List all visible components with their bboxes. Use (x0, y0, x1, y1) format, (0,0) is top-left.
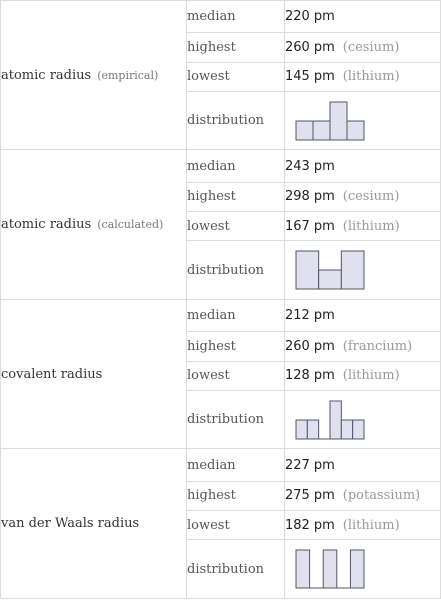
distribution-histogram (295, 400, 365, 440)
property-name: atomic radius (1, 217, 92, 233)
row-label-distribution: distribution (187, 540, 285, 599)
histogram-bar (341, 420, 352, 439)
element-name: (potassium) (342, 488, 421, 504)
element-name: (lithium) (342, 368, 400, 384)
row-label-distribution: distribution (187, 241, 285, 300)
property-name-cell (1, 299, 187, 448)
property-qualifier: (empirical) (97, 68, 159, 82)
row-label-distribution: distribution (187, 390, 285, 449)
median-value: 227 (285, 457, 310, 473)
property-name-cell (1, 150, 187, 299)
row-label-lowest: lowest (187, 361, 285, 390)
unit-label: pm (313, 308, 335, 324)
value-cell (285, 150, 441, 182)
unit-label: pm (313, 69, 335, 85)
element-name: (lithium) (342, 218, 400, 234)
value-cell (285, 33, 441, 62)
row-label-highest: highest (187, 481, 285, 510)
histogram-bar (307, 420, 318, 439)
row-label-lowest: lowest (187, 62, 285, 91)
value-cell (285, 1, 441, 33)
median-value: 220 (285, 9, 310, 25)
element-name: (francium) (342, 338, 413, 354)
row-label-highest: highest (187, 33, 285, 62)
property-name: covalent radius (1, 366, 103, 382)
property-name-cell (1, 1, 187, 150)
table-row (1, 299, 441, 331)
median-value: 243 (285, 158, 310, 174)
distribution-histogram (295, 549, 365, 589)
highest-value: 298 (285, 189, 310, 205)
element-name: (cesium) (342, 189, 400, 205)
value-cell (285, 212, 441, 241)
row-label-highest: highest (187, 332, 285, 361)
unit-label: pm (313, 517, 335, 533)
histogram-bar (350, 550, 364, 588)
property-name: atomic radius (1, 67, 92, 83)
lowest-value: 145 (285, 69, 310, 85)
histogram-bar (330, 401, 341, 439)
histogram-bar (296, 550, 310, 588)
unit-label: pm (313, 39, 335, 55)
histogram-bar (330, 102, 347, 140)
histogram-bar (347, 121, 364, 140)
distribution-cell (285, 540, 441, 599)
distribution-cell (285, 91, 441, 150)
unit-label: pm (313, 158, 335, 174)
unit-label: pm (313, 189, 335, 205)
distribution-cell (285, 241, 441, 300)
distribution-cell (285, 390, 441, 449)
table-row (1, 150, 441, 182)
row-label-lowest: lowest (187, 510, 285, 539)
unit-label: pm (313, 488, 335, 504)
histogram-bar (296, 251, 319, 289)
row-label-lowest: lowest (187, 212, 285, 241)
value-cell (285, 182, 441, 211)
table-row (1, 449, 441, 481)
row-label-highest: highest (187, 182, 285, 211)
histogram-bar (353, 420, 364, 439)
value-cell (285, 510, 441, 539)
lowest-value: 167 (285, 218, 310, 234)
row-label-median: median (187, 1, 285, 33)
value-cell (285, 361, 441, 390)
property-name-cell (1, 449, 187, 599)
value-cell (285, 481, 441, 510)
histogram-bar (323, 550, 337, 588)
property-qualifier: (calculated) (97, 218, 164, 232)
unit-label: pm (313, 218, 335, 234)
histogram-bar (296, 420, 307, 439)
histogram-bar (296, 121, 313, 140)
histogram-bar (313, 121, 330, 140)
row-label-distribution: distribution (187, 91, 285, 150)
unit-label: pm (313, 338, 335, 354)
distribution-histogram (295, 250, 365, 290)
highest-value: 260 (285, 338, 310, 354)
highest-value: 260 (285, 39, 310, 55)
element-name: (lithium) (342, 517, 400, 533)
value-cell (285, 299, 441, 331)
element-name: (lithium) (342, 69, 400, 85)
lowest-value: 182 (285, 517, 310, 533)
row-label-median: median (187, 299, 285, 331)
lowest-value: 128 (285, 368, 310, 384)
table-row (1, 1, 441, 33)
unit-label: pm (313, 9, 335, 25)
median-value: 212 (285, 308, 310, 324)
highest-value: 275 (285, 488, 310, 504)
property-name: van der Waals radius (1, 516, 140, 532)
histogram-bar (319, 270, 342, 289)
distribution-histogram (295, 101, 365, 141)
element-name: (cesium) (342, 39, 400, 55)
row-label-median: median (187, 449, 285, 481)
value-cell (285, 332, 441, 361)
unit-label: pm (313, 368, 335, 384)
histogram-bar (341, 251, 364, 289)
row-label-median: median (187, 150, 285, 182)
value-cell (285, 62, 441, 91)
value-cell (285, 449, 441, 481)
unit-label: pm (313, 457, 335, 473)
